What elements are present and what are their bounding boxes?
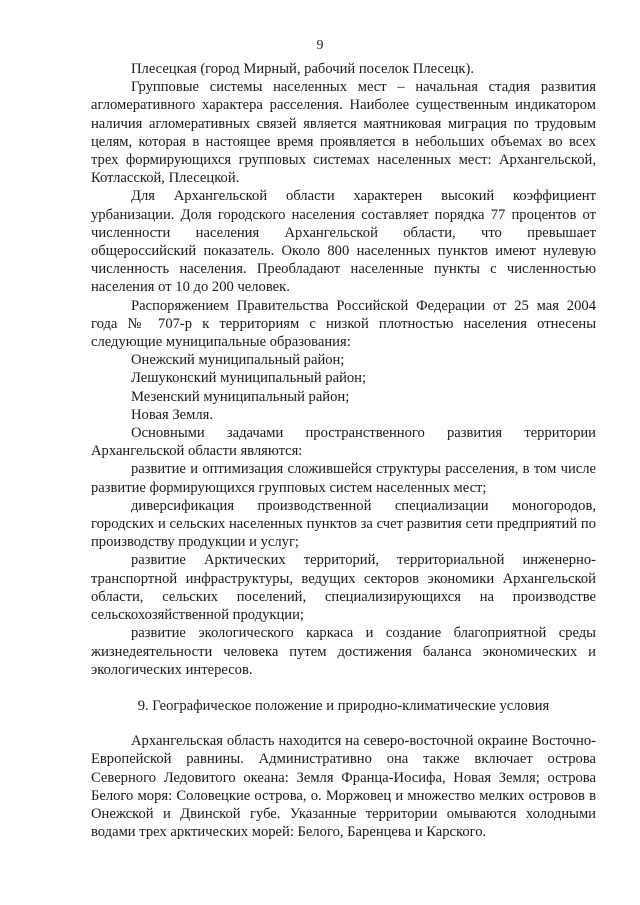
paragraph-urbanization: Для Архангельской области характерен высокий коэффициент урбанизации. Доля городского населения составляет порядка 77 процентов от численности населения Архангельской области, что превышает общероссийский показатель. Около 800 населенных пунктов имеют нулевую численность населения. Преобладают населенные пункты с численностью населения от 10 до 200 человек. [91, 188, 596, 296]
municipality-item: Мезенский муниципальный район; [131, 388, 350, 405]
municipality-item: Новая Земля. [131, 406, 214, 423]
paragraph-plesetsk: Плесецкая (город Мирный, рабочий поселок Плесецк). [131, 61, 474, 77]
paragraph-tasks-intro: Основными задачами пространственного развития территории Архангельской области являются: [91, 425, 596, 460]
paragraph-government-order: Распоряжением Правительства Российской Федерации от 25 мая 2004 года № 707-р к территориям с низкой плотностью населения отнесены следующие муниципальные образования: [91, 297, 596, 351]
page-content [91, 60, 596, 841]
task-item: развитие экологического каркаса и создание благоприятной среды жизнедеятельности человека путем достижения баланса экономических и экологических интересов. [91, 625, 596, 678]
paragraph-geography: Архангельская область находится на северо-восточной окраине Восточно-Европейской равнины. Административно она также включает острова Северного Ледовитого океана: Земля Франца-Иосифа, Новая Земля; острова Белого моря: Соловецкие острова, о. Моржовец и множество мелких островов в Онежской и Двинской губе. Указанные территории омываются холодными водами трех арктических морей: Белого, Баренцева и Карского. [91, 733, 596, 841]
task-item: развитие Арктических территорий, территориальной инженерно-транспортной инфраструктуры, ведущих секторов экономики Архангельской области, сельских поселений, специализирующихся на производстве сельскохозяйственной продукции; [91, 552, 596, 624]
section-heading: 9. Географическое положение и природно-климатические условия [137, 697, 550, 714]
task-item: диверсификация производственной специализации моногородов, городских и сельских населенных пунктов за счет развития сети предприятий по производству продукции и услуг; [91, 497, 596, 551]
municipality-item: Лешуконский муниципальный район; [131, 370, 367, 387]
municipality-item: Онежский муниципальный район; [131, 352, 345, 369]
page-number: 9 [316, 38, 324, 53]
task-item: развитие и оптимизация сложившейся структуры расселения, в том числе развитие формирующихся групповых систем населенных мест; [91, 461, 596, 496]
paragraph-group-systems: Групповые системы населенных мест – начальная стадия развития агломеративного характера расселения. Наиболее существенным индикатором наличия агломеративных связей является маятниковая миграция по трудовым целям, которая в настоящее время проявляется в небольших объемах во всех трех формирующихся групповых системах населенных мест: Архангельской, Котласской, Плесецкой. [91, 79, 596, 187]
